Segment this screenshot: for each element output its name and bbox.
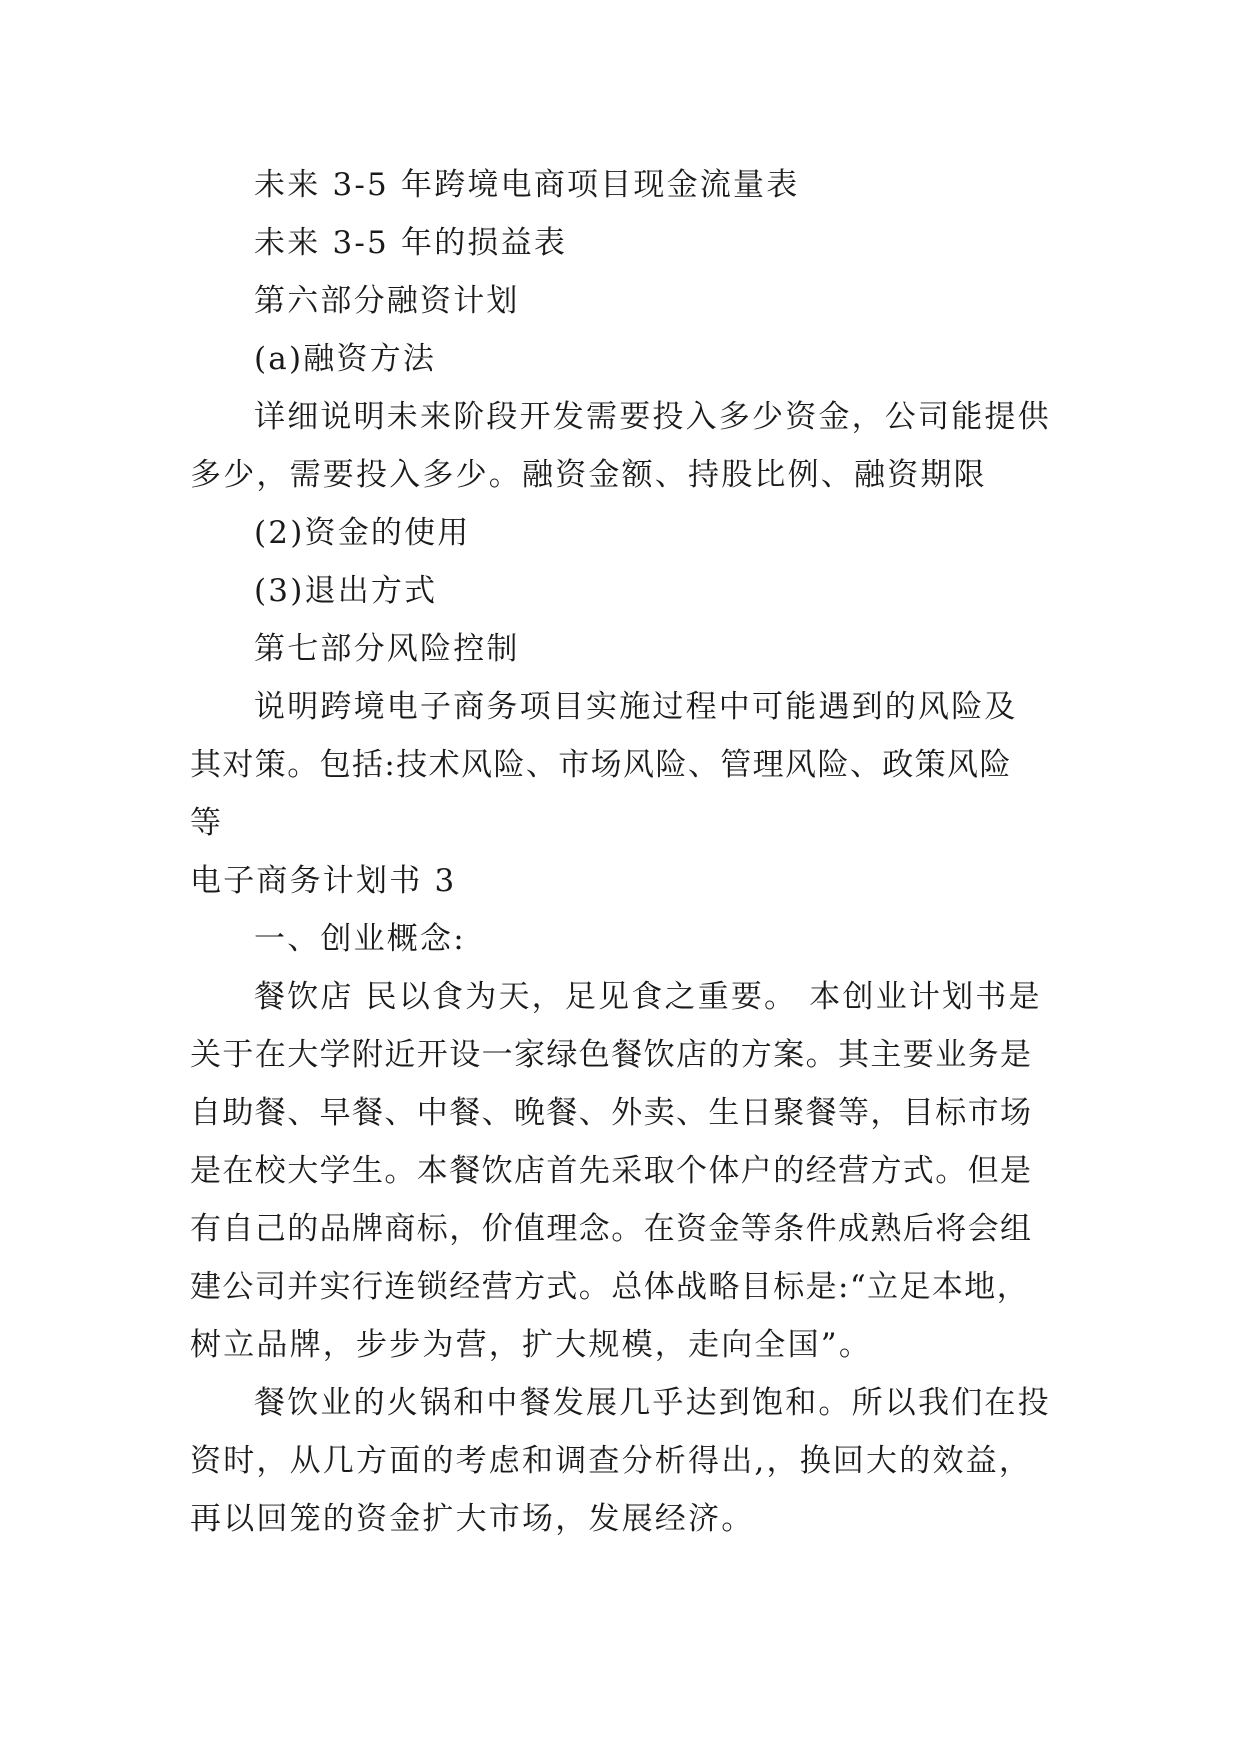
text-line: 餐饮业的火锅和中餐发展几乎达到饱和。所以我们在投 [254, 1385, 1051, 1421]
text-line: 自助餐、早餐、中餐、晚餐、外卖、生日聚餐等，目标市场 [190, 1095, 1033, 1131]
text-line: 关于在大学附近开设一家绿色餐饮店的方案。其主要业务是 [190, 1037, 1033, 1073]
document-title: 电子商务计划书 3 [190, 863, 457, 899]
text-line: 其对策。包括:技术风险、市场风险、管理风险、政策风险 [190, 747, 1012, 783]
text-line: (2)资金的使用 [254, 515, 471, 551]
text-line: 有自己的品牌商标，价值理念。在资金等条件成熟后将会组 [190, 1211, 1033, 1247]
text-line: 详细说明未来阶段开发需要投入多少资金，公司能提供 [254, 399, 1051, 435]
text-line: 再以回笼的资金扩大市场，发展经济。 [190, 1501, 755, 1537]
text-line: 资时，从几方面的考虑和调查分析得出,，换回大的效益， [190, 1443, 1033, 1479]
text-line: 餐饮店 民以食为天，足见食之重要。 本创业计划书是 [254, 979, 1042, 1015]
text-line: 未来 3-5 年跨境电商项目现金流量表 [254, 167, 800, 203]
section-heading: 第七部分风险控制 [254, 631, 520, 667]
text-line: 建公司并实行连锁经营方式。总体战略目标是:“立足本地， [190, 1269, 1030, 1305]
text-line: 树立品牌，步步为营，扩大规模，走向全国”。 [190, 1327, 873, 1363]
text-line: 多少，需要投入多少。融资金额、持股比例、融资期限 [190, 457, 987, 493]
text-line: 未来 3-5 年的损益表 [254, 225, 568, 261]
text-line: (a)融资方法 [254, 341, 437, 377]
text-line: 是在校大学生。本餐饮店首先采取个体户的经营方式。但是 [190, 1153, 1033, 1189]
section-heading: 一、创业概念: [254, 921, 466, 957]
text-line: 说明跨境电子商务项目实施过程中可能遇到的风险及 [254, 689, 1018, 725]
section-heading: 第六部分融资计划 [254, 283, 520, 319]
text-line: 等 [190, 805, 224, 841]
text-line: (3)退出方式 [254, 573, 438, 609]
